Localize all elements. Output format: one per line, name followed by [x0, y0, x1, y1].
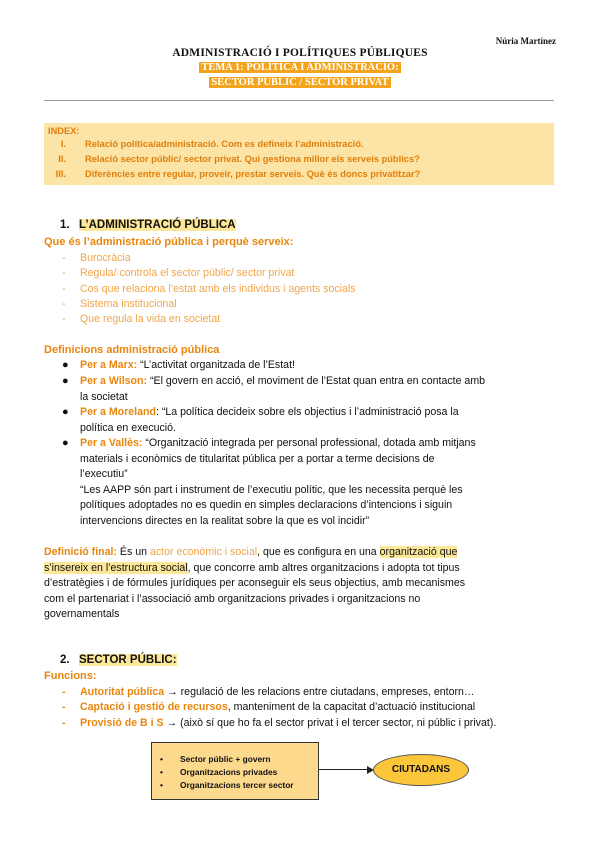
document-page: Núria Martínez ADMINISTRACIÓ I POLÍTIQUES PÚBLIQUES TEMA 1: POLÍTICA I ADMINISTRACIÓ: SECTOR PÚBLIC / SECTOR PRIVAT INDEX: I. Relació política/administració. Com es defineix l’administració. II. Relació sector públic/ sector privat. Qui gestiona millor els serveis públics? III. Diferències entre regular, proveir, prestar serveis. Què és doncs privatitzar? 1. L’ADMINISTRACIÓ PÚBLICA Que és l’administració pública i perquè serveix: - Burocràcia - Regula/ controla el sector públic/ sector privat - Cos que relaciona l’estat amb els individus i agents socials - Sistema institucional - Que regula la vida en societat Definicions administració pública ● Per a Marx: “L’activitat organitzada de l’Estat! ● Per a Wilson: “El govern en acció, el moviment de l’Estat quan entra en contacte amb la societat ● Per a Moreland: “La política decideix sobre els objectius i l’administració posa la política en execució. ● Per a Vallès: “Organització integrada per personal professional, dotada amb mitjans materials i econòmics de titularitat pública per a portar a terme decisions de l’executiu” “Les AAPP són part i instrument de l’executiu polític, que les necessita perquè les polítiques adoptades no es quedin en simples declaracions d’intencions i siguin intervencions directes en la realitat sobre la que es vol incidir” Definició final: És un actor econòmic i social, que es configura en una organització que s’insereix en l’estructura social, que concorre amb altres organitzacions i adopta tot tipus d’estratègies i de fórmules jurídiques per aconseguir els seus objectius, amb mecanismes com el partenariat i l’associació amb organitzacions privades i organitzacions no governamentals 2. SECTOR PÚBLIC: Funcions: - Autoritat pública → regulació de les relacions entre ciutadans, empreses, entorn… - Captació i gestió de recursos, manteniment de la capacitat d’actuació institucional - Provisió de B i S → (això sí que ho fa el sector privat i el tercer sector, ni públic i privat). • Sector públic + govern • Organitzacions privades • Organitzacions tercer sector CIUTADANS [0, 0, 600, 848]
section-2-title: SECTOR PÚBLIC: [79, 654, 177, 666]
diagram-actors-box [151, 742, 319, 800]
diagram-actor-item: • Organitzacions privades [160, 767, 278, 777]
bullet-icon: • [160, 754, 163, 764]
section-2-heading [60, 654, 177, 666]
diagram-actor-item: • Sector públic + govern [160, 754, 271, 764]
function-name: Autoritat pública [80, 686, 165, 698]
index-item-text: Diferències entre regular, proveir, prestar serveis. Què és doncs privatitzar? [85, 169, 421, 179]
arrow-line [319, 769, 371, 770]
definition-author: Per a Vallès: [80, 437, 143, 449]
index-item-number: I. [60, 139, 66, 149]
document-title: ADMINISTRACIÓ I POLÍTIQUES PÚBLIQUES [172, 47, 428, 59]
final-definition-label: Definició final: [44, 546, 117, 558]
bullet-icon: ● [62, 375, 69, 387]
author-name: Núria Martínez [495, 36, 556, 46]
definition-author: Per a Moreland [80, 406, 156, 418]
subtitle-1-text: TEMA 1: POLÍTICA I ADMINISTRACIÓ: [201, 62, 399, 73]
index-item-number: III. [55, 169, 66, 179]
bullet-icon: • [160, 780, 163, 790]
actors-diagram [151, 742, 457, 800]
index-heading: INDEX: [48, 126, 80, 136]
function-name: Captació i gestió de recursos [80, 701, 228, 713]
section-2-number: 2. [60, 654, 70, 666]
index-item-number: II. [58, 154, 66, 164]
document-subtitle-2 [0, 77, 600, 88]
definitions-heading: Definicions administració pública [44, 344, 220, 356]
index-item-text: Relació sector públic/ sector privat. Qui gestiona millor els serveis públics? [85, 154, 420, 164]
bullet-icon: ● [62, 437, 69, 449]
document-subtitle-1 [0, 62, 600, 73]
section-1-number: 1. [60, 219, 70, 231]
header-divider [44, 100, 554, 101]
section-1-title: L’ADMINISTRACIÓ PÚBLICA [79, 219, 236, 231]
bullet-icon: • [160, 767, 163, 777]
index-item-text: Relació política/administració. Com es defineix l’administració. [85, 139, 364, 149]
index-box [44, 123, 554, 185]
section-1-question: Que és l’administració pública i perquè serveix: [44, 236, 294, 248]
subtitle-2-text: SECTOR PÚBLIC / SECTOR PRIVAT [211, 77, 389, 88]
diagram-citizens-ellipse: CIUTADANS [373, 754, 469, 786]
functions-heading: Funcions: [44, 670, 97, 682]
section-1-heading [60, 219, 236, 231]
function-name: Provisió de B i S [80, 717, 164, 729]
bullet-icon: ● [62, 359, 69, 371]
final-definition: Definició final: És un actor econòmic i social, que es configura en una organització que s’insereix en l’estructura social, que concorre amb altres organitzacions i adopta tot tipus d’estratègies i de fórmules jurídiques per aconseguir els seus objectius, amb mecanismes com el partenariat i l’associació amb organitzacions privades i organitzacions no governamentals [44, 546, 466, 620]
diagram-actor-item: • Organitzacions tercer sector [160, 780, 294, 790]
definition-author: Per a Wilson: [80, 375, 148, 387]
bullet-icon: ● [62, 406, 69, 418]
definition-author: Per a Marx: [80, 359, 138, 371]
